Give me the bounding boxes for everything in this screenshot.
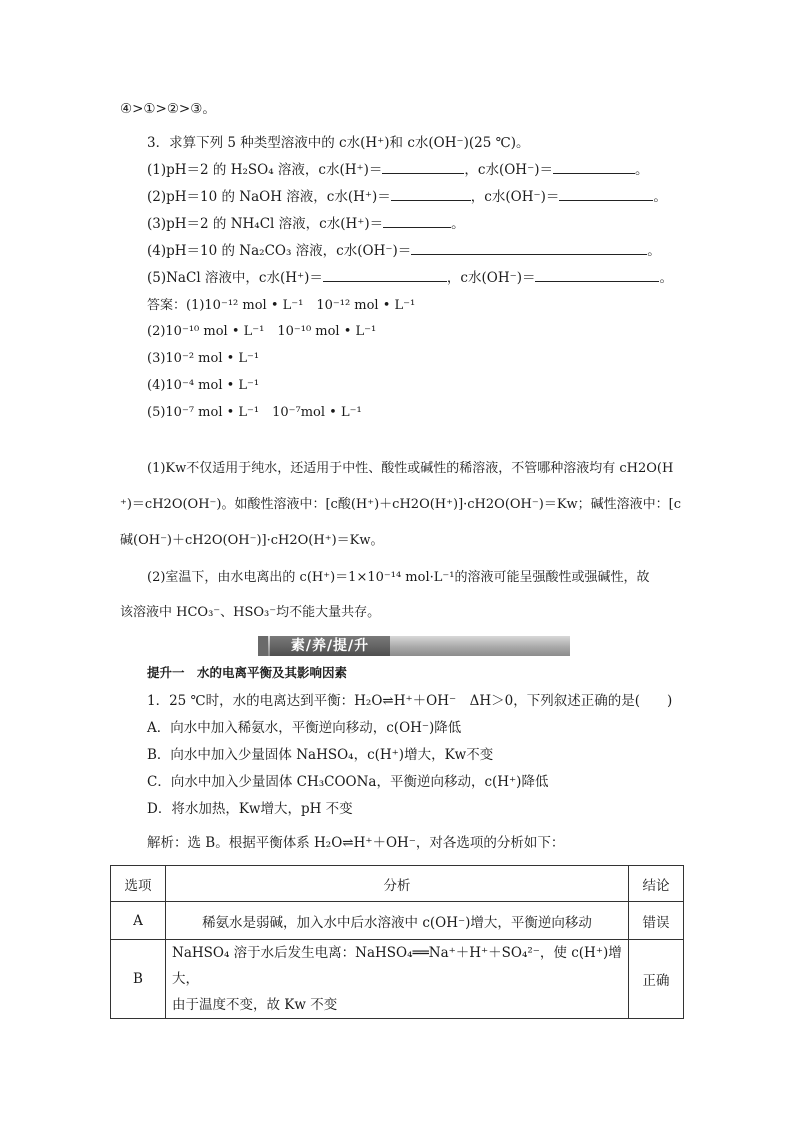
q1-option-d: D．将水加热，Kw增大，pH 不变 (147, 801, 353, 817)
answer-line-3: (3)10⁻² mol • L⁻¹ (147, 351, 260, 366)
q1-analysis: 解析：选 B。根据平衡体系 H₂O⇌H⁺＋OH⁻，对各选项的分析如下： (147, 835, 565, 851)
note-line-2: ⁺)＝cH2O(OH⁻)。如酸性溶液中：[c酸(H⁺)＋cH2O(H⁺)]·cH2O(OH⁻)＝Kw；碱性溶液中：[c (120, 497, 682, 512)
q1-stem: 1．25 ℃时，水的电离达到平衡：H₂O⇌H⁺＋OH⁻ ΔH＞0，下列叙述正确的是( ) (147, 693, 673, 709)
q3-item-4-pre: (4)pH＝10 的 Na₂CO₃ 溶液，c水(OH⁻)＝ (147, 243, 412, 259)
q3-item-3-end: 。 (451, 216, 465, 232)
header-analysis: 分析 (166, 866, 629, 902)
top-line: ④>①>②>③。 (120, 101, 216, 117)
q3-item-3 (147, 215, 465, 233)
section-title: 提升一 水的电离平衡及其影响因素 (147, 665, 348, 680)
row-option: A (111, 902, 166, 940)
q3-item-1-mid: ，c水(OH⁻)＝ (464, 162, 553, 178)
note-line-3: 碱(OH⁻)＋cH2O(OH⁻)]·cH2O(H⁺)＝Kw。 (120, 533, 384, 548)
q3-item-2-pre: (2)pH＝10 的 NaOH 溶液，c水(H⁺)＝ (147, 189, 391, 205)
q3-item-4-end: 。 (647, 243, 661, 259)
answer-blank[interactable] (411, 242, 647, 255)
q3-stem: 3．求算下列 5 种类型溶液中的 c水(H⁺)和 c水(OH⁻)(25 ℃)。 (147, 135, 530, 151)
banner-label: 素/养/提/升 (270, 636, 390, 656)
q3-item-5 (147, 269, 673, 287)
q1-option-c: C．向水中加入少量固体 CH₃COONa，平衡逆向移动，c(H⁺)降低 (147, 774, 549, 790)
answer-blank[interactable] (323, 269, 447, 282)
header-result: 结论 (629, 866, 684, 902)
q1-option-a: A．向水中加入稀氨水，平衡逆向移动，c(OH⁻)降低 (147, 720, 462, 736)
q3-item-5-pre: (5)NaCl 溶液中，c水(H⁺)＝ (147, 270, 323, 286)
table-row (111, 902, 684, 940)
row-analysis: 稀氨水是弱碱，加入水中后水溶液中 c(OH⁻)增大，平衡逆向移动 (166, 902, 629, 940)
q1-option-b: B．向水中加入少量固体 NaHSO₄，c(H⁺)增大，Kw不变 (147, 747, 494, 763)
note-line-1: (1)Kw不仅适用于纯水，还适用于中性、酸性或碱性的稀溶液，不管哪种溶液均有 cH2O(H (147, 461, 674, 476)
header-option: 选项 (111, 866, 166, 902)
q3-item-4 (147, 242, 661, 260)
q3-item-3-pre: (3)pH＝2 的 NH₄Cl 溶液，c水(H⁺)＝ (147, 216, 384, 232)
q3-item-2-mid: ，c水(OH⁻)＝ (470, 189, 560, 205)
answer-blank[interactable] (535, 269, 659, 282)
analysis-table (110, 865, 684, 1019)
row-option: B (111, 940, 166, 1019)
answer-line-5: (5)10⁻⁷ mol • L⁻¹ 10⁻⁷mol • L⁻¹ (147, 405, 362, 420)
answer-blank[interactable] (383, 215, 451, 228)
note-line-4: (2)室温下，由水电离出的 c(H⁺)＝1×10⁻¹⁴ mol·L⁻¹的溶液可能呈强酸性或强碱性，故 (147, 570, 650, 585)
section-banner (258, 636, 570, 656)
q3-item-5-end: 。 (659, 270, 673, 286)
table-header-row (111, 866, 684, 902)
answer-line-4: (4)10⁻⁴ mol • L⁻¹ (147, 378, 260, 393)
row-result: 错误 (629, 902, 684, 940)
answer-blank[interactable] (553, 161, 635, 174)
q3-item-5-mid: ，c水(OH⁻)＝ (446, 270, 536, 286)
row-analysis-line-2: 由于温度不变，故 Kw 不变 (172, 997, 338, 1013)
q3-item-1 (147, 161, 648, 179)
q3-item-2 (147, 188, 667, 206)
q3-item-2-end: 。 (653, 189, 667, 205)
answer-line-1: 答案：(1)10⁻¹² mol • L⁻¹ 10⁻¹² mol • L⁻¹ (147, 298, 416, 313)
table-row (111, 940, 684, 1019)
note-line-5: 该溶液中 HCO₃⁻、HSO₃⁻均不能大量共存。 (120, 605, 381, 620)
row-analysis-line-1: NaHSO₄ 溶于水后发生电离：NaHSO₄══Na⁺＋H⁺＋SO₄²⁻，使 c(H⁺)增大， (172, 945, 622, 987)
answer-blank[interactable] (559, 188, 653, 201)
answer-line-2: (2)10⁻¹⁰ mol • L⁻¹ 10⁻¹⁰ mol • L⁻¹ (147, 324, 377, 339)
q3-item-1-pre: (1)pH＝2 的 H₂SO₄ 溶液，c水(H⁺)＝ (147, 162, 383, 178)
answer-blank[interactable] (391, 188, 471, 201)
q3-item-1-end: 。 (634, 162, 649, 178)
banner-end-cap (258, 636, 268, 656)
row-result: 正确 (629, 940, 684, 1019)
row-analysis (166, 940, 629, 1019)
answer-blank[interactable] (382, 161, 464, 174)
